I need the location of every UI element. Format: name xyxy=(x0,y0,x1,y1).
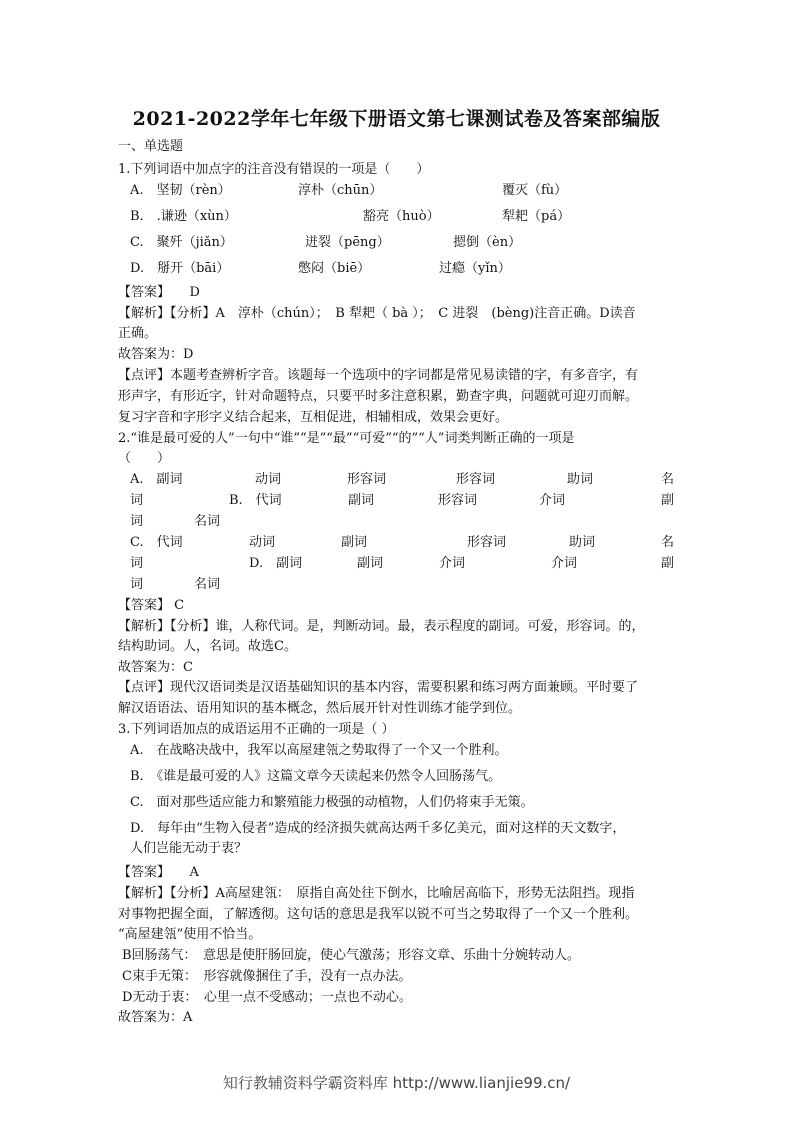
q2-answer: 【答案】 C xyxy=(118,598,185,613)
q2-stem-1: 2.“谁是最可爱的人”一句中“谁”“是”“最”“可爱”“的”“人”词类判断正确的一项是 xyxy=(118,431,575,446)
q3-analysis-2: 对事物把握全面，了解透彻。这句话的意思是我军以锐不可当之势取得了一个又一个胜利。 xyxy=(118,907,639,922)
q3-line-d: D无动于衷： 心里一点不受感动；一点也不动心。 xyxy=(122,990,412,1005)
q1-conclusion: 故答案为：D xyxy=(118,347,194,362)
q1-comment-1: 【点评】本题考查辨析字音。该题每一个选项中的字词都是常见易读错的字，有多音字，有 xyxy=(118,368,639,383)
section-heading: 一、单选题 xyxy=(118,139,184,154)
q2-r2-2: B. 代词 xyxy=(229,493,282,508)
q3-option-d-2: 人们岂能无动于衷？ xyxy=(130,841,248,856)
q2-r4-4: 形容词 xyxy=(467,535,507,550)
q3-answer: 【答案】 A xyxy=(118,865,199,880)
q3-line-c: C束手无策： 形容就像捆住了手，没有一点办法。 xyxy=(122,969,412,984)
q2-r2-4: 形容词 xyxy=(438,493,478,508)
q2-r4-2: 动词 xyxy=(249,535,276,550)
q3-option-c: C. 面对那些适应能力和繁殖能力极强的动植物，人们仍将束手无策。 xyxy=(130,795,534,810)
q1-analysis-2: 正确。 xyxy=(118,326,158,341)
q2-analysis-2: 结构助词。人，名词。故选C。 xyxy=(118,639,297,654)
q2-r5-2: D. 副词 xyxy=(249,556,303,571)
q1-a-1: A. 坚韧（rèn） xyxy=(130,183,231,198)
q3-line-b: B回肠荡气： 意思是使肝肠回旋，使心气激荡；形容文章、乐曲十分婉转动人。 xyxy=(122,948,581,963)
q1-c-2: 迸裂（pēng） xyxy=(305,235,390,250)
q1-b-3: 犁耙（pá） xyxy=(502,209,571,224)
q2-r1-4: 形容词 xyxy=(456,472,496,487)
q2-r4-6: 名 xyxy=(661,535,675,550)
footer-watermark: 知行教辅资料学霸资料库 http://www.lianjie99.cn/ xyxy=(222,1074,571,1092)
q2-r2-1: 词 xyxy=(130,493,144,508)
q1-b-2: 豁亮（huò） xyxy=(363,209,440,224)
q1-c-1: C. 聚歼（jiǎn） xyxy=(130,235,233,250)
q2-r4-3: 副词 xyxy=(341,535,368,550)
q2-r1-1: A. 副词 xyxy=(130,472,183,487)
q1-a-3: 覆灭（fù） xyxy=(502,183,568,198)
q1-a-2: 淳朴（chūn） xyxy=(298,183,383,198)
q2-stem-2: （ ） xyxy=(118,451,171,466)
q1-analysis-1: 【解析】【分析】A 淳朴（chún）； B 犁耙（ bà ）； C 进裂 (bèng)注音正确。D读音 xyxy=(118,306,636,321)
q1-c-3: 摁倒（èn） xyxy=(453,235,522,250)
q2-r2-6: 副 xyxy=(661,493,675,508)
q2-analysis-1: 【解析】【分析】谁，人称代词。是，判断动词。最，表示程度的副词。可爱，形容词。的， xyxy=(118,619,645,634)
q3-option-a: A. 在战略决战中，我军以高屋建瓴之势取得了一个又一个胜利。 xyxy=(130,743,508,758)
q2-r5-5: 介词 xyxy=(551,556,578,571)
q2-r1-6: 名 xyxy=(661,472,675,487)
q2-r1-5: 助词 xyxy=(567,472,594,487)
q2-comment-1: 【点评】现代汉语词类是汉语基础知识的基本内容，需要积累和练习两方面兼顾。平时要了 xyxy=(118,680,639,695)
q2-r5-1: 词 xyxy=(130,556,144,571)
q3-analysis-1: 【解析】【分析】A高屋建瓴： 原指自高处往下倒水，比喻居高临下，形势无法阻挡。现指 xyxy=(118,886,635,901)
q3-conclusion: 故答案为：A xyxy=(118,1010,193,1025)
q2-r2-5: 介词 xyxy=(539,493,566,508)
q1-answer: 【答案】 D xyxy=(118,285,200,300)
q1-d-3: 过瘾（yǐn） xyxy=(439,261,511,276)
q2-r5-4: 介词 xyxy=(439,556,466,571)
q2-r4-5: 助词 xyxy=(569,535,596,550)
q3-option-b: B. 《谁是最可爱的人》这篇文章今天读起来仍然令人回肠荡气。 xyxy=(130,769,502,784)
q2-r1-2: 动词 xyxy=(255,472,282,487)
q2-r5-3: 副词 xyxy=(357,556,384,571)
q3-option-d-1: D. 每年由“生物入侵者”造成的经济损失就高达两千多亿美元，面对这样的天文数字， xyxy=(130,821,626,836)
q1-comment-3: 复习字音和字形字义结合起来，互相促进，相辅相成，效果会更好。 xyxy=(118,410,509,425)
q2-r5-6: 副 xyxy=(661,556,675,571)
q2-conclusion: 故答案为：C xyxy=(118,660,193,675)
q2-comment-2: 解汉语语法、语用知识的基本概念，然后展开针对性训练才能学到位。 xyxy=(118,701,522,716)
q1-comment-2: 形声字，有形近字，针对命题特点，只要平时多注意积累，勤查字典，问题就可迎刃而解。 xyxy=(118,389,639,404)
q2-r3-1: 词 xyxy=(130,514,144,529)
q2-r6-1: 词 xyxy=(130,577,144,592)
q2-r1-3: 形容词 xyxy=(347,472,387,487)
q3-stem: 3.下列词语加点的成语运用不正确的一项是（ ） xyxy=(118,722,395,737)
document-title: 2021-2022学年七年级下册语文第七课测试卷及答案部编版 xyxy=(132,108,661,130)
q1-b-1: B. .谦逊（xùn） xyxy=(130,209,237,224)
q1-d-1: D. 掰开（bāi） xyxy=(130,261,230,276)
q2-r6-2: 名词 xyxy=(194,577,221,592)
q2-r3-2: 名词 xyxy=(194,514,221,529)
q1-stem: 1.下列词语中加点字的注音没有错误的一项是（ ） xyxy=(118,162,430,177)
q2-r2-3: 副词 xyxy=(348,493,375,508)
q2-r4-1: C. 代词 xyxy=(130,535,183,550)
q1-d-2: 憋闷（biē） xyxy=(298,261,371,276)
q3-analysis-3: “高屋建瓴”使用不恰当。 xyxy=(118,927,262,942)
